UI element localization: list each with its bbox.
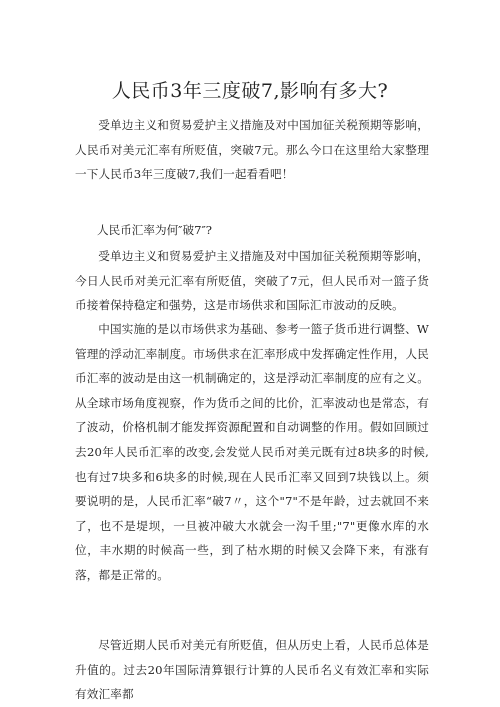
body-paragraph-2: 中国实施的是以市场供求为基础、参考一篮子货币进行调整、W管理的浮动汇率制度。市场供求在汇率形成中发挥确定性作用，人民币汇率的波动是由这一机制确定的，这是浮动汇率制度的应有之义。从全球市场角度视察，作为货币之间的比价，汇率波动也是常态，有了波动，价格机制才能发挥资源配置和自动调整的作用。假如回顾过去20年人民币汇率的改变,会发觉人民币对美元既有过8块多的时候,也有过7块多和6块多的时候,现在人民币汇率又回到7块钱以上。须要说明的是，人民币汇率“破7〃，这个"7"不是年龄，过去就回不来了，也不是堤坝，一旦被冲破大水就会一沟千里;"7"更像水库的水位，丰水期的时候高一些，到了枯水期的时候又会降下来，有涨有落，都是正常的。 [75, 322, 429, 582]
section-heading: 人民币汇率为何″破7″? [97, 223, 213, 237]
page-title: 人民币3年三度破7,影响有多大? [111, 80, 389, 102]
intro-paragraph: 受单边主义和贸易爱护主义措施及对中国加征关税预期等影响，人民币对美元汇率有所贬值，突破7元。那么今口在这里给大家整理一下人民币3年三度破7,我们一起看看吧！ [75, 118, 429, 182]
body-paragraph-1: 受单边主义和贸易爱护主义措施及对中国加征关税预期等影响，今日人民币对美元汇率有所贬值，突破了7元，但人民币对一篮子货币接着保持稳定和强势，这是市场供求和国际汇市波动的反映。 [75, 249, 429, 313]
body-paragraph-3: 尽管近期人民币对美元有所贬值，但从历史上看，人民币总体是升值的。过去20年国际清算银行计算的人民币名义有效汇率和实际有效汇率都 [75, 638, 429, 702]
